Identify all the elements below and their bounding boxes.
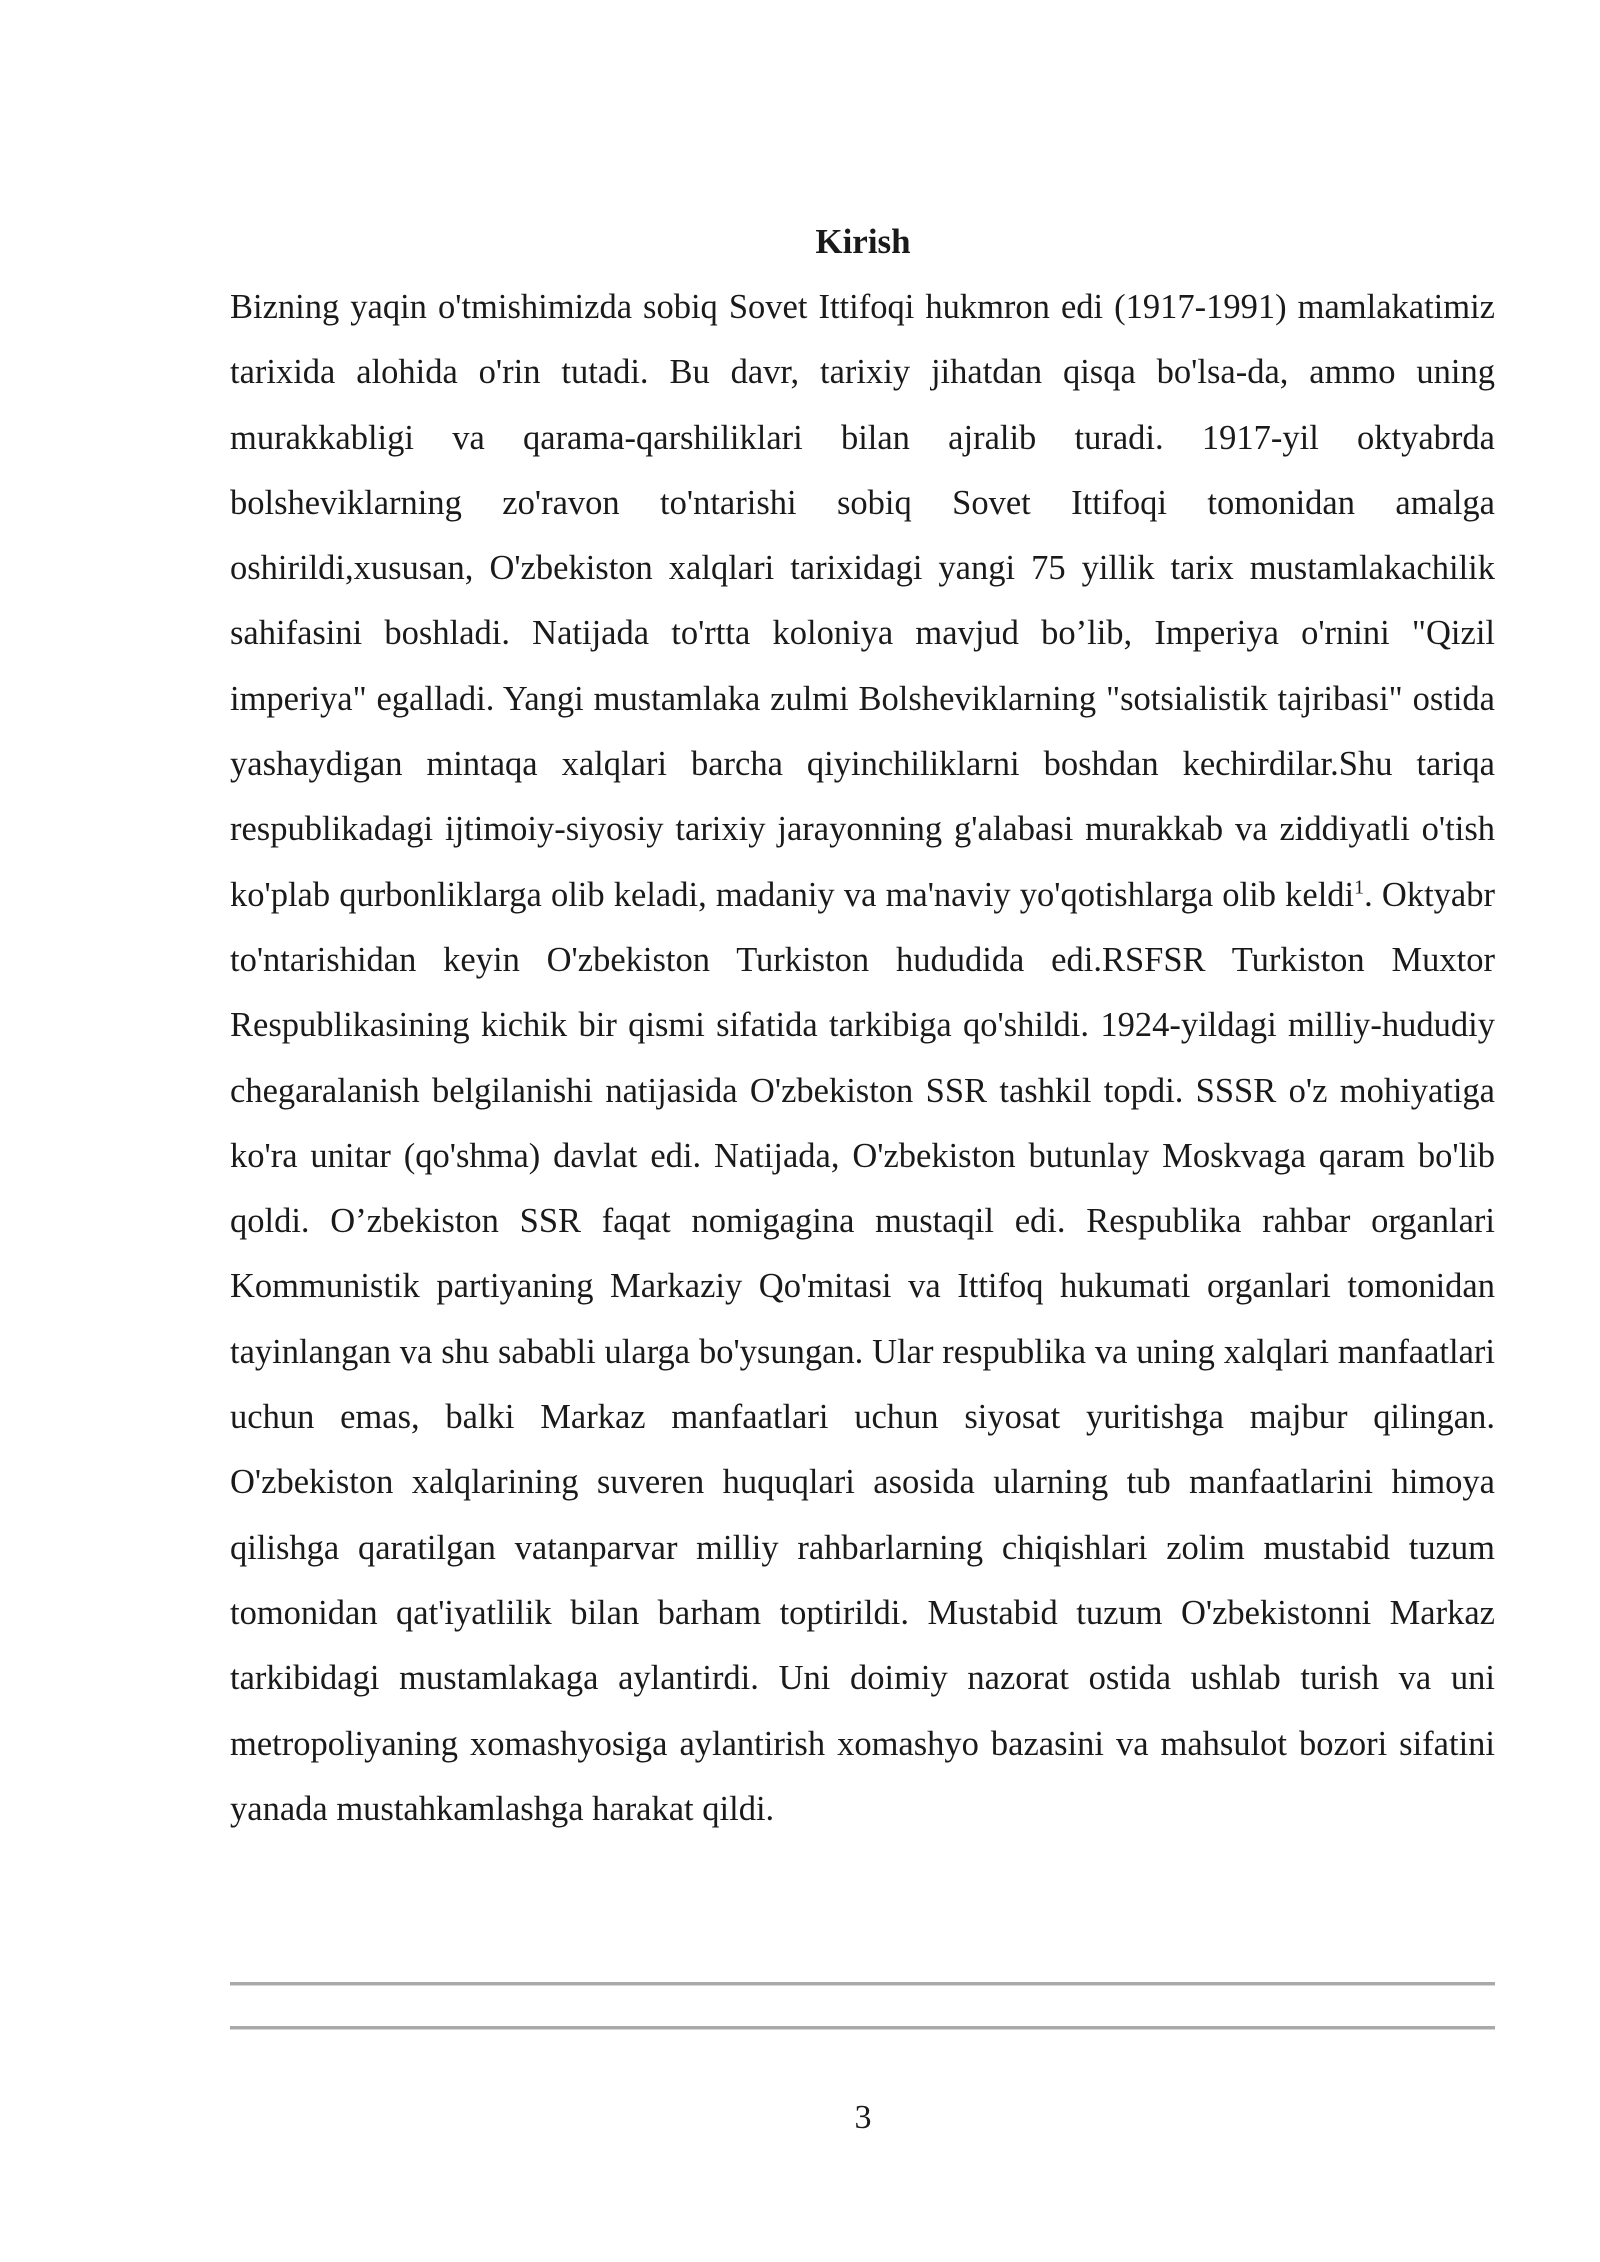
footnote-separator-line bbox=[230, 1982, 1495, 1986]
page-title: Kirish bbox=[815, 222, 911, 261]
paragraph-text-part-2: . Oktyabr to'ntarishidan keyin O'zbekiston Turkiston hududida edi.RSFSR Turkiston Muxtor Respublikasining kichik bir qismi sifatida tarkibiga qo'shildi. 1924-yildagi milliy-hududiy chegaralanish belgilanishi natijasida O'zbekiston SSR tashkil topdi. SSSR o'z mohiyatiga ko'ra unitar (qo'shma) davlat edi. Natijada, O'zbekiston butunlay Moskvaga qaram bo'lib qoldi. O’zbekiston SSR faqat nomigagina mustaqil edi. Respublika rahbar organlari Kommunistik partiyaning Markaziy Qo'mitasi va Ittifoq hukumati organlari tomonidan tayinlangan va shu sababli ularga bo'ysungan. Ular respublika va uning xalqlari manfaatlari uchun emas, balki Markaz manfaatlari uchun siyosat yuritishga majbur qilingan. O'zbekiston xalqlarining suveren huquqlari asosida ularning tub manfaatlarini himoya qilishga qaratilgan vatanparvar milliy rahbarlarning chiqishlari zolim mustabid tuzum tomonidan qat'iyatlilik bilan barham toptirildi. Mustabid tuzum O'zbekistonni Markaz tarkibidagi mustamlakaga aylantirdi. Uni doimiy nazorat ostida ushlab turish va uni metropoliyaning xomashyosiga aylantirish xomashyo bazasini va mahsulot bozori sifatini yanada mustahkamlashga harakat qildi. bbox=[230, 875, 1495, 1828]
paragraph-text-part-1: Bizning yaqin o'tmishimizda sobiq Sovet Ittifoqi hukmron edi (1917-1991) mamlakatimiz tarixida alohida o'rin tutadi. Bu davr, tarixiy jihatdan qisqa bo'lsa-da, ammo uning murakkabligi va qarama-qarshiliklari bilan ajralib turadi. 1917-yil oktyabrda bolsheviklarning zo'ravon to'ntarishi sobiq Sovet Ittifoqi tomonidan amalga oshirildi,xususan, O'zbekiston xalqlari tarixidagi yangi 75 yillik tarix mustamlakachilik sahifasini boshladi. Natijada to'rtta koloniya mavjud bo’lib, Imperiya o'rnini "Qizil imperiya" egalladi. Yangi mustamlaka zulmi Bolsheviklarning "sotsialistik tajribasi" ostida yashaydigan mintaqa xalqlari barcha qiyinchiliklarni boshdan kechirdilar.Shu tariqa respublikadagi ijtimoiy-siyosiy tarixiy jarayonning g'alabasi murakkab va ziddiyatli o'tish ko'plab qurbonliklarga olib keladi, madaniy va ma'naviy yo'qotishlarga olib keldi bbox=[230, 288, 1495, 914]
footnote-separator-line-2 bbox=[230, 2026, 1495, 2030]
footnote-marker[interactable]: 1 bbox=[1354, 876, 1365, 899]
page-number: 3 bbox=[854, 2099, 872, 2136]
body-paragraph bbox=[230, 275, 1495, 1842]
